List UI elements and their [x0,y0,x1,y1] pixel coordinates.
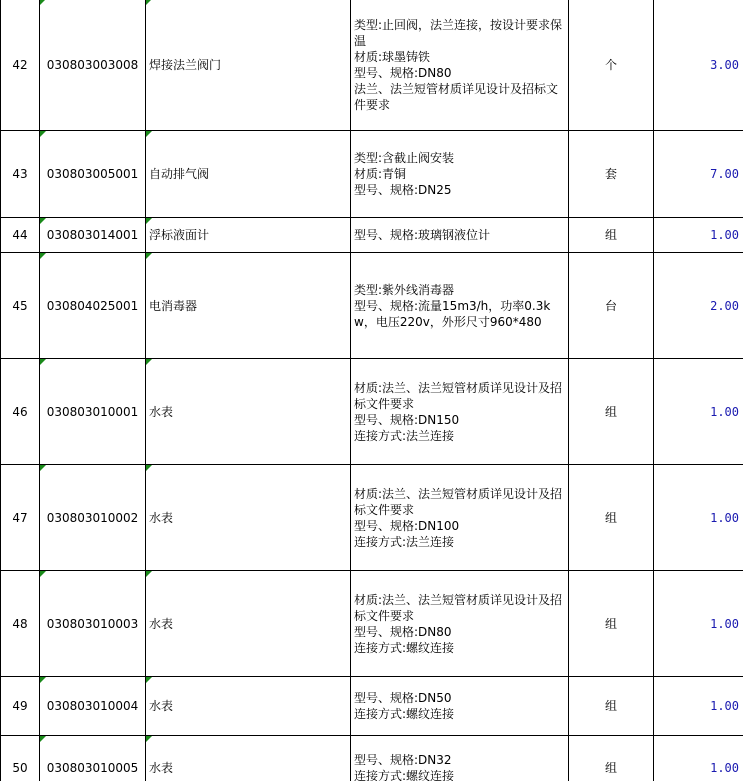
item-code-cell[interactable] [40,253,146,359]
item-code-cell[interactable] [40,0,146,131]
description-line: 型号、规格:DN25 [354,183,452,197]
item-name-cell[interactable] [146,0,351,131]
description-line: 材质:青铜 [354,167,407,181]
item-code: 030803010002 [46,510,139,525]
unit: 组 [604,228,617,242]
item-name: 浮标液面计 [149,228,210,242]
quantity-cell[interactable] [654,465,743,571]
item-code: 030803010004 [46,699,139,713]
quantity-cell[interactable] [654,253,743,359]
unit: 组 [604,510,617,525]
table-row [1,218,743,253]
item-code: 030803010003 [46,616,139,631]
row-number: 50 [12,760,28,775]
item-name-cell[interactable] [146,131,351,218]
cell-note-marker-icon [40,0,46,5]
item-name-cell[interactable] [146,736,351,781]
row-number-cell[interactable] [1,465,40,571]
table-row [1,677,743,736]
cell-note-marker-icon [146,0,152,5]
cell-note-marker-icon [146,465,152,471]
item-description-cell[interactable] [351,465,569,571]
description-line: 连接方式:螺纹连接 [354,707,455,721]
item-name-cell[interactable] [146,465,351,571]
description-line: 型号、规格:DN150 [354,412,460,427]
item-description-cell[interactable] [351,131,569,218]
description-line: 连接方式:法兰连接 [354,534,455,549]
description-line: 型号、规格:玻璃钢液位计 [354,228,491,242]
item-name: 水表 [149,616,174,631]
cell-note-marker-icon [40,571,46,577]
description-line: 材质:球墨铸铁 [354,49,431,64]
item-description-cell[interactable] [351,736,569,781]
quantity: 1.00 [710,760,739,775]
cell-note-marker-icon [146,218,152,224]
row-number-cell[interactable] [1,677,40,736]
row-number-cell[interactable] [1,359,40,465]
row-number-cell[interactable] [1,218,40,253]
item-description-cell[interactable] [351,0,569,131]
item-code: 030803010001 [46,404,139,419]
quantity: 1.00 [710,699,739,713]
unit-cell[interactable] [569,571,654,677]
item-name: 自动排气阀 [149,167,210,181]
row-number: 44 [12,228,28,242]
description-line: 材质:法兰、法兰短管材质详见设计及招标文件要求 [354,486,563,517]
row-number: 47 [12,510,28,525]
item-code-cell[interactable] [40,736,146,781]
cell-note-marker-icon [40,131,46,137]
quantity: 1.00 [710,228,739,242]
item-description-cell[interactable] [351,571,569,677]
unit-cell[interactable] [569,359,654,465]
quantity-cell[interactable] [654,677,743,736]
item-code: 030803005001 [46,167,139,181]
item-name: 电消毒器 [149,298,198,313]
description-line: 型号、规格:DN80 [354,624,452,639]
quantity: 3.00 [710,57,739,72]
item-code-cell[interactable] [40,131,146,218]
unit-cell[interactable] [569,465,654,571]
description-line: 法兰、法兰短管材质详见设计及招标文件要求 [354,81,559,112]
unit: 组 [604,616,617,631]
cell-note-marker-icon [146,677,152,683]
description-line: 连接方式:法兰连接 [354,428,455,443]
table-row [1,359,743,465]
quantity-cell[interactable] [654,359,743,465]
table-row [1,0,743,131]
unit-cell[interactable] [569,736,654,781]
cell-note-marker-icon [40,253,46,259]
cell-note-marker-icon [40,465,46,471]
item-code-cell[interactable] [40,465,146,571]
item-name: 焊接法兰阀门 [149,57,222,72]
quantity: 1.00 [710,616,739,631]
unit: 台 [604,298,617,313]
description-line: 型号、规格:DN80 [354,65,452,80]
row-number: 42 [12,57,28,72]
cell-note-marker-icon [40,218,46,224]
item-name: 水表 [149,404,174,419]
description-line: 类型:止回阀，法兰连接，按设计要求保温 [354,17,563,48]
row-number-cell[interactable] [1,571,40,677]
cell-note-marker-icon [146,571,152,577]
cell-note-marker-icon [146,253,152,259]
table-row [1,736,743,781]
unit-cell[interactable] [569,0,654,131]
table-row [1,131,743,218]
table-row [1,571,743,677]
unit-cell[interactable] [569,218,654,253]
item-code-cell[interactable] [40,677,146,736]
quantity-cell[interactable] [654,736,743,781]
row-number: 49 [12,699,28,713]
row-number: 46 [12,404,28,419]
item-name-cell[interactable] [146,253,351,359]
description-line: 型号、规格:流量15m3/h，功率0.3kw，电压220v，外形尺寸960*480 [354,298,551,329]
item-name: 水表 [149,760,174,775]
quantity-cell[interactable] [654,0,743,131]
description-line: 材质:法兰、法兰短管材质详见设计及招标文件要求 [354,380,563,411]
item-description-cell[interactable] [351,359,569,465]
row-number: 43 [12,167,28,181]
quantity-cell[interactable] [654,218,743,253]
description-line: 连接方式:螺纹连接 [354,640,455,655]
item-description-cell[interactable] [351,218,569,253]
item-code-cell[interactable] [40,218,146,253]
item-code-cell[interactable] [40,359,146,465]
quantity: 7.00 [710,167,739,181]
item-name-cell[interactable] [146,359,351,465]
item-name: 水表 [149,510,174,525]
row-number: 45 [12,298,28,313]
unit: 组 [604,404,617,419]
item-code: 030803014001 [46,228,139,242]
unit: 组 [604,699,617,713]
cell-note-marker-icon [40,677,46,683]
quantity: 1.00 [710,510,739,525]
row-number-cell[interactable] [1,0,40,131]
item-name-cell[interactable] [146,571,351,677]
cell-note-marker-icon [40,359,46,365]
cell-note-marker-icon [146,736,152,742]
description-line: 类型:含截止阀安装 [354,151,455,165]
unit-cell[interactable] [569,131,654,218]
item-description-cell[interactable] [351,253,569,359]
table-row [1,253,743,359]
cell-note-marker-icon [146,131,152,137]
unit: 套 [604,167,617,181]
item-code-cell[interactable] [40,571,146,677]
unit: 个 [604,57,617,72]
table-row [1,465,743,571]
item-code: 030803003008 [46,57,139,72]
cell-note-marker-icon [40,736,46,742]
item-code: 030804025001 [46,298,139,313]
row-number: 48 [12,616,28,631]
description-line: 型号、规格:DN32 [354,752,452,767]
table-body [1,0,743,781]
item-name-cell[interactable] [146,218,351,253]
unit: 组 [604,760,617,775]
item-description-cell[interactable] [351,677,569,736]
row-number-cell[interactable] [1,131,40,218]
item-code: 030803010005 [46,760,139,775]
quantity: 1.00 [710,404,739,419]
quantity-cell[interactable] [654,571,743,677]
description-line: 类型:紫外线消毒器 [354,282,455,297]
description-line: 型号、规格:DN50 [354,691,452,705]
item-name-cell[interactable] [146,677,351,736]
description-line: 型号、规格:DN100 [354,518,460,533]
quantity-cell[interactable] [654,131,743,218]
row-number-cell[interactable] [1,736,40,781]
quantity: 2.00 [710,298,739,313]
cell-note-marker-icon [146,359,152,365]
row-number-cell[interactable] [1,253,40,359]
unit-cell[interactable] [569,253,654,359]
description-line: 连接方式:螺纹连接 [354,768,455,781]
unit-cell[interactable] [569,677,654,736]
description-line: 材质:法兰、法兰短管材质详见设计及招标文件要求 [354,592,563,623]
item-name: 水表 [149,699,174,713]
